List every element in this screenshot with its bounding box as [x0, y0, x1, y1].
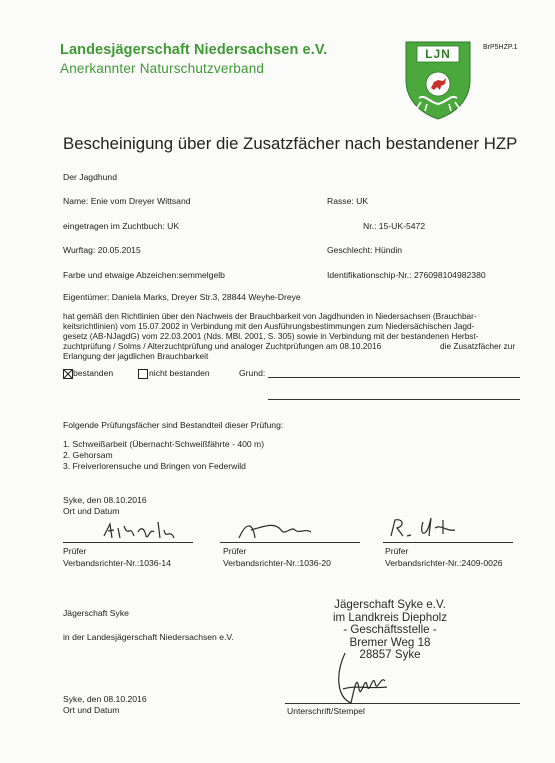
reason-label: Grund:: [239, 368, 266, 378]
owner-label: Eigentümer:: [63, 292, 110, 302]
subjects-intro: Folgende Prüfungsfächer sind Bestandteil dieser Prüfung:: [63, 420, 284, 430]
place-date-label-2: Ort und Datum: [63, 705, 120, 715]
check-x-icon: [63, 369, 73, 379]
association-line: in der Landesjägerschaft Niedersachsen e.V.: [63, 632, 234, 642]
stamp-line-4: Bremer Weg 18: [349, 635, 431, 649]
place-date-label-1: Ort und Datum: [63, 506, 120, 516]
subject-item-3: 3. Freiverlorensuche und Bringen von Federwild: [63, 461, 246, 471]
association-name: Jägerschaft Syke: [63, 608, 129, 618]
reason-line-2: [268, 399, 520, 400]
stamp-line-5: 28857 Syke: [359, 648, 421, 662]
sex-value: Hündin: [374, 245, 403, 255]
sex-row: [327, 245, 402, 255]
form-code: BrP5HZP.1: [483, 44, 518, 51]
studbook-number-row: [363, 221, 425, 231]
dog-name-row: [63, 196, 191, 206]
legal-line-4-start: zuchtprüfung / Solms / Alterzuchtprüfung und analoger Zuchtprüfungen am: [63, 341, 338, 351]
sex-label: Geschlecht:: [327, 245, 373, 255]
color-value: semmelgelb: [178, 270, 225, 280]
dog-breed-row: [327, 196, 368, 206]
studbook-row: [63, 221, 179, 231]
whelped-row: [63, 245, 141, 255]
legal-line-3: gesetz (AB-NJagdG) vom 22.03.2001 (Nds. MBl. 2001, S. 305) sowie in Verbindung mit der bestandenen Herbst-: [63, 331, 479, 341]
judge-number-row-1: [63, 558, 171, 568]
whelped-label: Wurftag:: [63, 245, 96, 255]
color-label: Farbe und etwaige Abzeichen:: [63, 270, 179, 280]
official-signature: [325, 645, 395, 710]
signature-label: Unterschrift/Stempel: [287, 706, 365, 716]
studbook-number-value: 15-UK-5472: [378, 221, 426, 231]
color-row: [63, 270, 225, 280]
passed-label: bestanden: [73, 368, 114, 378]
judge-line-3: [383, 542, 513, 543]
subject-item-2: 2. Gehorsam: [63, 450, 113, 460]
judge-number-2: 1036-20: [299, 558, 331, 568]
section-label: Der Jagdhund: [63, 172, 117, 182]
judge-number-row-2: [223, 558, 331, 568]
studbook-number-label: Nr.:: [363, 221, 377, 231]
dog-breed-value: UK: [356, 196, 369, 206]
dog-breed-label: Rasse:: [327, 196, 354, 206]
chip-value: 276098104982380: [413, 270, 486, 280]
studbook-label: eingetragen im Zuchtbuch:: [63, 221, 165, 231]
org-name: Landesjägerschaft Niedersachsen e.V.: [60, 42, 328, 58]
ljn-logo: [403, 40, 473, 120]
owner-value: Daniela Marks, Dreyer Str.3, 28844 Weyhe-Dreye: [111, 292, 301, 302]
place-date-1: Syke, den 08.10.2016: [63, 495, 147, 505]
judge-number-label-1: Verbandsrichter-Nr.:: [63, 558, 140, 568]
dog-name-value: Enie vom Dreyer Wittsand: [90, 196, 191, 206]
studbook-value: UK: [167, 221, 180, 231]
stamp-line-2: im Landkreis Diepholz: [332, 610, 448, 624]
page-title: Bescheinigung über die Zusatzfächer nach bestandener HZP: [63, 134, 518, 153]
reason-line-1: [268, 377, 520, 378]
legal-line-4-end: die Zusatzfächer zur: [440, 341, 516, 351]
legal-line-5: Erlangung der jagdlichen Brauchbarkeit: [63, 351, 209, 361]
legal-line-4: [63, 341, 381, 351]
judge-number-row-3: [385, 558, 503, 568]
chip-label: Identifikationschip-Nr.:: [327, 270, 412, 280]
judge-role-1: Prüfer: [63, 546, 87, 556]
judge-number-label-3: Verbandsrichter-Nr.:: [385, 558, 462, 568]
legal-line-2: keitsrichtlinien) vom 15.07.2002 in Verbindung mit den Ausführungsbestimmungen zum Niedersächischen Jagd-: [63, 321, 475, 331]
judge-line-2: [220, 542, 360, 543]
judge-number-3: 2409-0026: [461, 558, 503, 568]
stamp-line-3: - Geschäftsstelle -: [343, 623, 437, 637]
exam-date: 08.10.2016: [339, 341, 382, 351]
judge-number-label-2: Verbandsrichter-Nr.:: [223, 558, 300, 568]
legal-line-1: hat gemäß den Richtlinien über den Nachweis der Brauchbarkeit von Jagdhunden in Niedersachsen (Brauchbar-: [63, 311, 477, 321]
logo-text: LJN: [425, 47, 451, 61]
judge-signature-3: [385, 514, 475, 544]
subject-item-1: 1. Schweißarbeit (Übernacht-Schweißfährte - 400 m): [63, 439, 265, 449]
failed-label: nicht bestanden: [149, 368, 210, 378]
stamp-line-1: Jägerschaft Syke e.V.: [334, 598, 446, 611]
judge-line-1: [63, 542, 193, 543]
whelped-value: 20.05.2015: [97, 245, 141, 255]
signature-line: [285, 703, 520, 704]
failed-checkbox[interactable]: [138, 369, 148, 379]
passed-checkbox[interactable]: [63, 369, 73, 379]
place-date-2: Syke, den 08.10.2016: [63, 694, 147, 704]
chip-row: [327, 270, 486, 280]
judge-role-3: Prüfer: [385, 546, 409, 556]
judge-number-1: 1036-14: [139, 558, 171, 568]
org-subtitle: Anerkannter Naturschutzverband: [60, 61, 265, 76]
owner-row: [63, 292, 301, 302]
dog-name-label: Name:: [63, 196, 89, 206]
judge-role-2: Prüfer: [223, 546, 247, 556]
